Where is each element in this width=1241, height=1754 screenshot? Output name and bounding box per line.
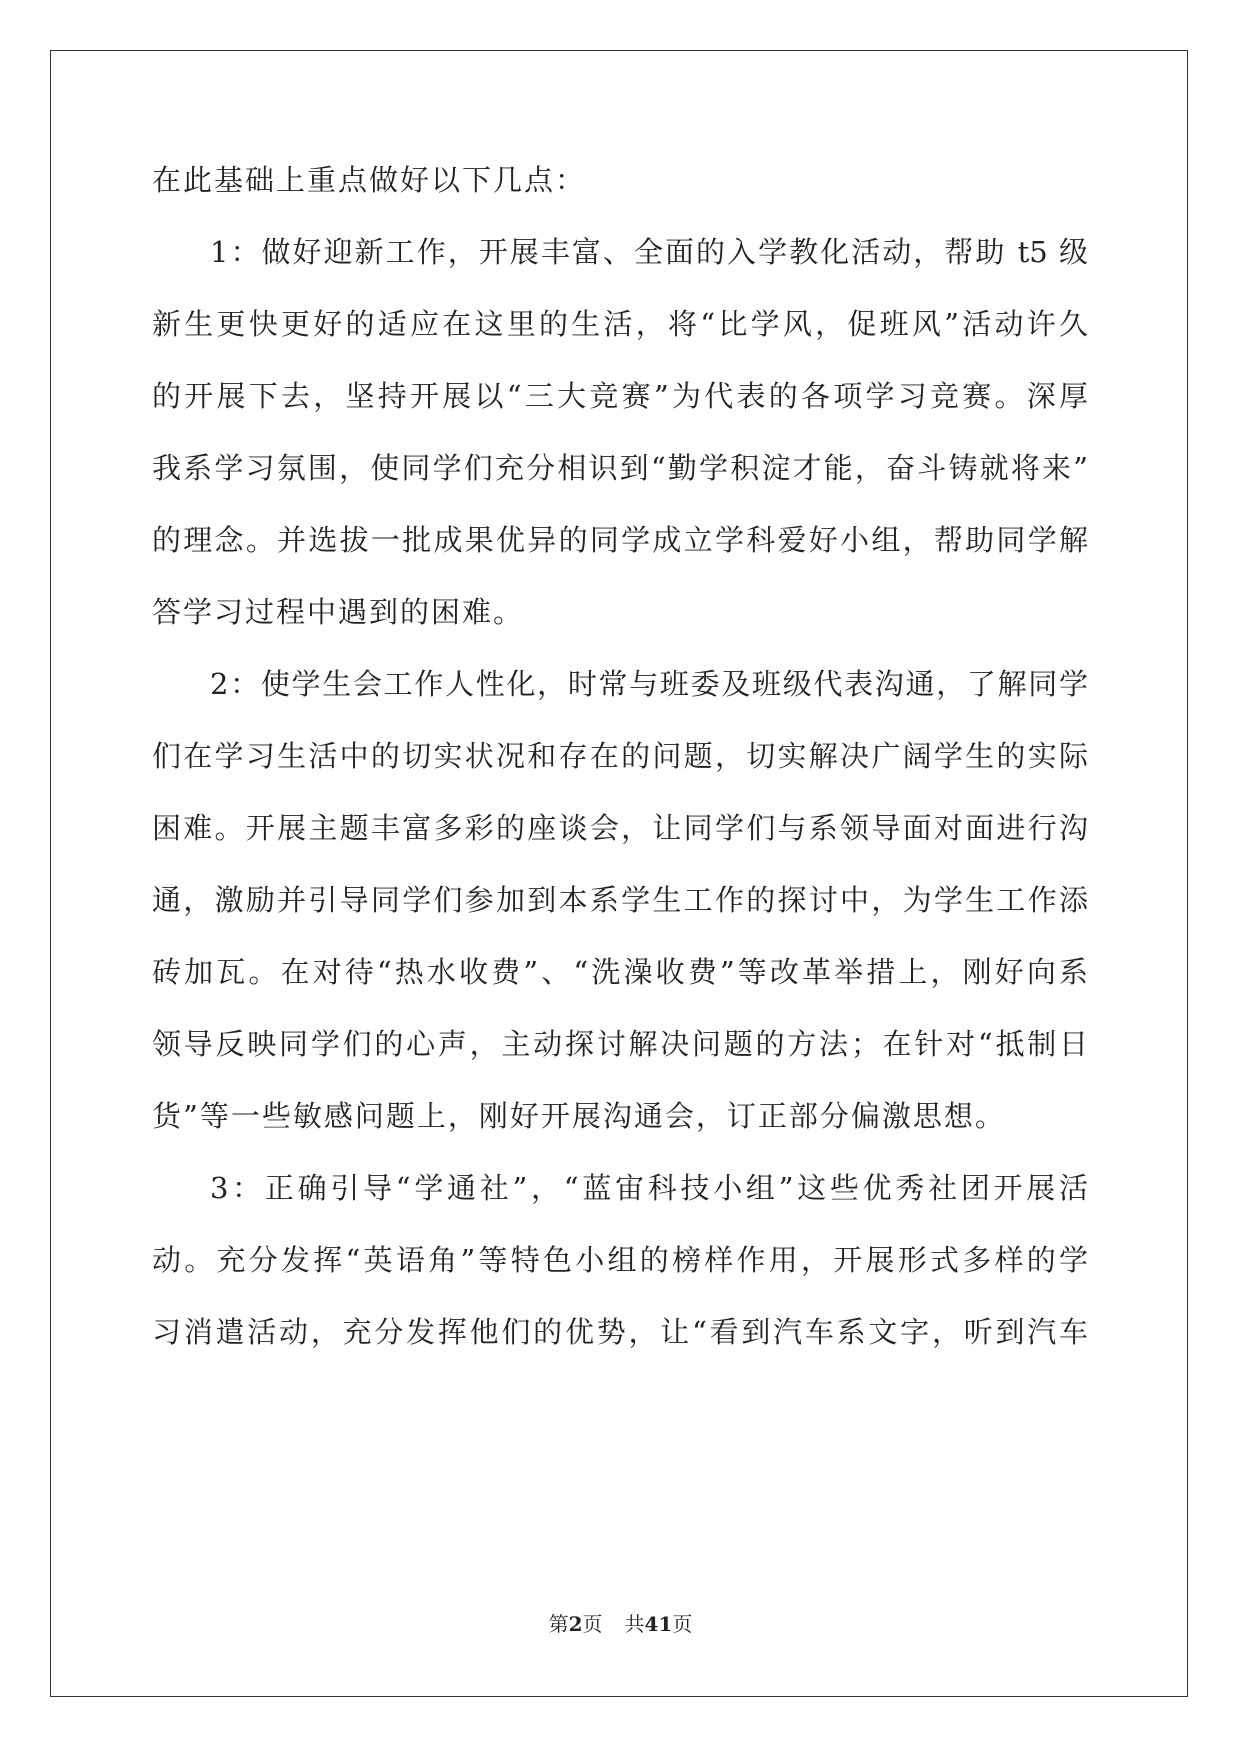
text-line: 答学习过程中遇到的困难。 xyxy=(152,595,525,629)
text-line: 在此基础上重点做好以下几点： xyxy=(152,163,587,197)
text-line: 3：正确引导“学通社”，“蓝宙科技小组”这些优秀社团开展活 xyxy=(210,1171,1088,1205)
text-line: 2：使学生会工作人性化，时常与班委及班级代表沟通，了解同学 xyxy=(210,667,1088,701)
text-line: 们在学习生活中的切实状况和存在的问题，切实解决广阔学生的实际 xyxy=(152,739,1088,773)
text-line: 习消遣活动，充分发挥他们的优势，让“看到汽车系文字，听到汽车 xyxy=(152,1315,1088,1349)
text-line: 的理念。并选拔一批成果优异的同学成立学科爱好小组，帮助同学解 xyxy=(152,523,1088,557)
page-border xyxy=(50,50,1188,1697)
text-line: 的开展下去，坚持开展以“三大竞赛”为代表的各项学习竞赛。深厚 xyxy=(152,379,1088,413)
current-page-number: 2 xyxy=(568,1612,583,1636)
text-line: 困难。开展主题丰富多彩的座谈会，让同学们与系领导面对面进行沟 xyxy=(152,811,1088,845)
text-line: 动。充分发挥“英语角”等特色小组的榜样作用，开展形式多样的学 xyxy=(152,1243,1088,1277)
text-line: 砖加瓦。在对待“热水收费”、“洗澡收费”等改革举措上，刚好向系 xyxy=(152,955,1088,989)
text-line: 我系学习氛围，使同学们充分相识到“勤学积淀才能，奋斗铸就将来” xyxy=(152,451,1088,485)
total-page-number: 41 xyxy=(644,1612,673,1636)
page-footer xyxy=(0,1610,1241,1638)
text-line: 1：做好迎新工作，开展丰富、全面的入学教化活动，帮助 t5 级 xyxy=(210,235,1088,269)
text-line: 新生更快更好的适应在这里的生活，将“比学风，促班风”活动许久 xyxy=(152,307,1088,341)
total-prefix: 共 xyxy=(624,1612,645,1636)
text-line: 货”等一些敏感问题上，刚好开展沟通会，订正部分偏激思想。 xyxy=(152,1099,1006,1133)
total-unit: 页 xyxy=(672,1612,693,1636)
page-prefix: 第 xyxy=(548,1612,569,1636)
text-line: 领导反映同学们的心声，主动探讨解决问题的方法；在针对“抵制日 xyxy=(152,1027,1088,1061)
text-line: 通，激励并引导同学们参加到本系学生工作的探讨中，为学生工作添 xyxy=(152,883,1088,917)
page-unit: 页 xyxy=(582,1612,603,1636)
